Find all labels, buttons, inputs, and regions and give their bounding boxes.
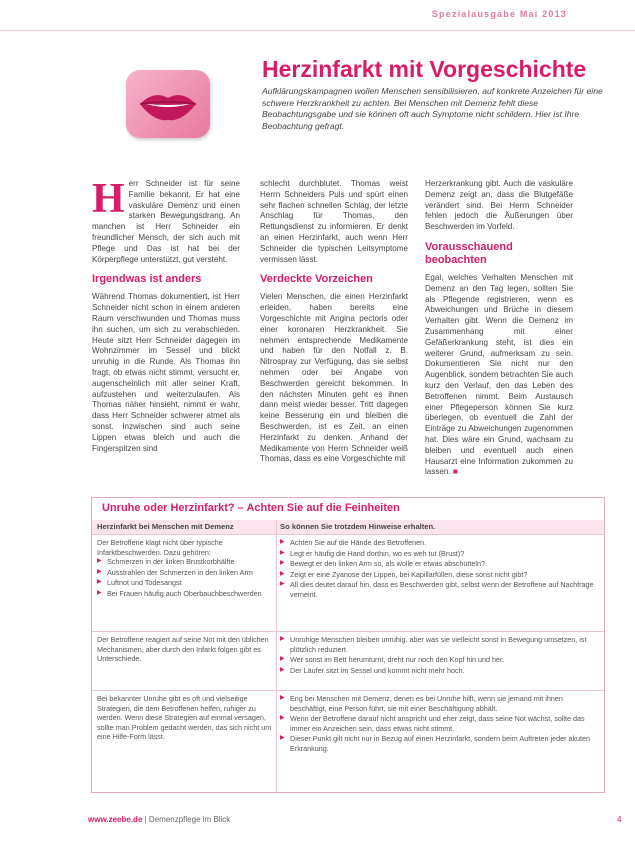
intro-paragraph: err Schneider ist für seine Familie bekannt. Er hat eine vaskuläre Demenz und einen starken Bewegungsdrang. An manchen ist Herr Schneider ein freundlicher Mensch, der sich auch mit Pflege und Das ist hat bei der Körperpflege unterstützt, gut versteht. xyxy=(92,179,240,264)
heading-irgendwas: Irgendwas ist anders xyxy=(92,273,202,286)
row-right-cell xyxy=(280,538,598,601)
list-item: ▶ Schmerzen in der linken Brustkorbhälfte xyxy=(97,557,277,567)
box-col-left-header: Herzinfarkt bei Menschen mit Demenz xyxy=(97,522,234,531)
list-item: ▶ Legt er häufig die Hand dorthin, wo es weh tut (Brust)? xyxy=(280,549,598,559)
row-left-text: Bei bekannter Unruhe gibt es oft und vielseitige Strategien, die dem Betroffenen helfen, ruhiger zu werden. Wenn diese Strategien auf einmal versagen, sollte man Problem gedacht werden, das sich nicht um eine Hilfe-Form lässt. xyxy=(97,694,272,742)
footer xyxy=(88,815,230,824)
end-mark: ■ xyxy=(452,467,458,477)
list-item: ▶ Achten Sie auf die Hände des Betroffenen. xyxy=(280,538,598,548)
list-item: ▶ Bei Frauen häufig auch Oberbauchbeschwerden xyxy=(97,589,277,599)
list-item: ▶ Dieser Punkt gilt nicht nur in Bezug auf einen Herzinfarkt, sondern beim Auftreten jeder akuten Erkrankung. xyxy=(280,734,598,753)
row-left-text: Der Betroffene klagt nicht über typische Infarktbeschwerden. Dazu gehören: xyxy=(97,538,223,557)
list-item: ▶ Wenn der Betroffene darauf nicht anspricht und eher zeigt, dass seine Not wächst, sollte das immer ein Anzeichen sein, dass etwas nicht stimmt. xyxy=(280,714,598,733)
list-item: ▶ Unruhige Menschen bleiben unruhig, aber was sie vielleicht sonst in Bewegung umsetzen, ist plötzlich reduziert. xyxy=(280,635,598,654)
paragraph-irgendwas: Während Thomas dokumentiert, ist Herr Schneider nicht schon in einem anderen Raum verschwunden und Thomas muss ihn suchen, um sich zu verabschieden. Heute sitzt Herr Schneider dagegen im Wohnzimmer im Sessel und blickt unruhig in die Runde. Als Thomas ihn fragt, ob etwas nicht stimmt, versucht er, augenscheinlich mit aller seiner Kraft, aufzustehen und weiterzulaufen. Als Thomas näher hinsieht, nimmt er wahr, dass Herr Schneider schwerer atmet als sonst. Inzwischen sind auch seine Lippen etwas bleich und auch die Fingerspitzen sind xyxy=(92,292,240,453)
footer-link[interactable]: www.zeebe.de xyxy=(88,815,143,824)
article-lead: Aufklärungskampagnen wollen Menschen sensibilisieren, auf konkrete Anzeichen für eine schwere Herzkrankheit zu achten. Bei Menschen mit Demenz fehlt diese Beobachtungsgabe und sie können oft auch Symptome nicht schildern. Hier ist Ihre Beobachtung gefragt. xyxy=(262,86,603,131)
heading-verdeckt: Verdeckte Vorzeichen xyxy=(260,273,373,286)
list-item: ▶ Luftnot und Todesangst xyxy=(97,578,277,588)
row-right-cell xyxy=(280,635,598,676)
list-item: ▶ Bewegt er den linken Arm so, als wolle er etwas abschütteln? xyxy=(280,559,598,569)
header-divider xyxy=(0,30,635,31)
table-row xyxy=(92,631,604,691)
list-item: ▶ Zeigt er eine Zyanose der Lippen, bei Kapillarfüllen, diese sonst nicht gibt? xyxy=(280,570,598,580)
list-item: ▶ Eng bei Menschen mit Demenz, denen es bei Unruhe hilft, wenn sie jemand mit ihnen beschäftigt, eine Person führt, sie mit einer Beschäftigung abhält. xyxy=(280,694,598,713)
row-left-cell xyxy=(97,635,277,664)
list-item: ▶ Der Läufer sitzt im Sessel und kommt nicht mehr hoch. xyxy=(280,666,598,676)
paragraph-col3a: Herzerkrankung gibt. Auch die vaskuläre Demenz zeigt an, dass die Blutgefäße verändert sind. Bei Herrn Schneider fehlen jedoch die Äußerungen über Beschwerden im Vorfeld. xyxy=(425,179,573,232)
table-row xyxy=(92,534,604,632)
table-row xyxy=(92,690,604,793)
heading-vorausschauend: Vorausschauend beobachten xyxy=(425,240,513,266)
row-left-cell xyxy=(97,538,277,600)
list-item: ▶ All dies deutet darauf hin, dass es Beschwerden gibt, selbst wenn der Betroffene auf Nachfrage verneint. xyxy=(280,580,598,599)
row-left-cell xyxy=(97,694,277,742)
box-header-row xyxy=(92,520,604,534)
edition-label: Spezialausgabe Mai 2013 xyxy=(431,9,567,19)
box-col-right-header: So können Sie trotzdem Hinweise erhalten. xyxy=(280,522,436,531)
row-right-cell xyxy=(280,694,598,755)
list-item: ▶ Wer sonst im Bett herumturnt, dreht nur noch den Kopf hin und her. xyxy=(280,655,598,665)
footer-text: | Demenzpflege im Blick xyxy=(144,815,231,824)
box-title: Unruhe oder Herzinfarkt? – Achten Sie auf die Feinheiten xyxy=(102,502,400,514)
paragraph-vorausschauend: Egal, welches Verhalten Menschen mit Demenz an den Tag legen, sollten Sie als Pflegende registrieren, wenn es Abweichungen und Brüche in diesem Verhalten gibt. Wenn die Demenz im Zusammenhang mit einer Gefäßerkrankung steht, ist dies ein weiterer Grund, aufmerksam zu sein. Dokumentieren Sie nicht nur den Augenblick, sondern betrachten Sie auch kurz den Verlauf, den das Leben des Betroffenen nimmt. Beim Austausch einer Pflegeperson können Sie kurz überlegen, ob eventuell die Zahl der Einträge zu Abweichungen zugenommen hat. Dies wäre ein Grund, wachsam zu bleiben und eventuell auch einen Hausarzt eine Information zukommen zu lassen. xyxy=(425,272,573,477)
column-1 xyxy=(92,176,240,460)
page-number: 4 xyxy=(617,815,622,824)
article-title: Herzinfarkt mit Vorgeschichte xyxy=(262,56,587,82)
lips-icon xyxy=(126,70,210,138)
column-2 xyxy=(260,179,408,471)
paragraph-col2a: schlecht durchblutet. Thomas weist Herrn Schneiders Puls und spürt einen sehr flachen schnellen Schlag, der letzte Anschlag für Thomas, den Rettungsdienst zu informieren. Er denkt an einen Herzinfarkt, auch wenn Herr Schneider die typischen Leitsymptome vermissen lässt. xyxy=(260,179,408,264)
info-box xyxy=(91,497,605,793)
paragraph-verdeckt: Vielen Menschen, die einen Herzinfarkt erleiden, haben bereits eine Vorgeschichte mit Angina pectoris oder einer koronaren Herzkrankheit. Sie nehmen entsprechende Medikamente und haben für den Notfall z. B. Nitrospray zur Verfügung, das sie selbst nehmen oder bei Angabe von Beschwerden gereicht bekommen. In den nächsten Minuten geht es ihnen dann meist wieder besser. Tritt dagegen keine Besserung ein und bleiben die Beschwerden, ist es Zeit, an einen Herzinfarkt zu denken. Anhand der Medikamente von Herrn Schneider weiß Thomas, dass es eine Vorgeschichte mit xyxy=(260,292,408,464)
list-item: ▶ Ausstrahlen der Schmerzen in den linken Arm xyxy=(97,568,277,578)
row-left-text: Der Betroffene reagiert auf seine Not mit den üblichen Mechanismen, aber durch den Infarkt folgen gibt es Unterschiede. xyxy=(97,635,269,664)
column-3 xyxy=(425,179,573,484)
drop-cap: H xyxy=(92,176,125,222)
